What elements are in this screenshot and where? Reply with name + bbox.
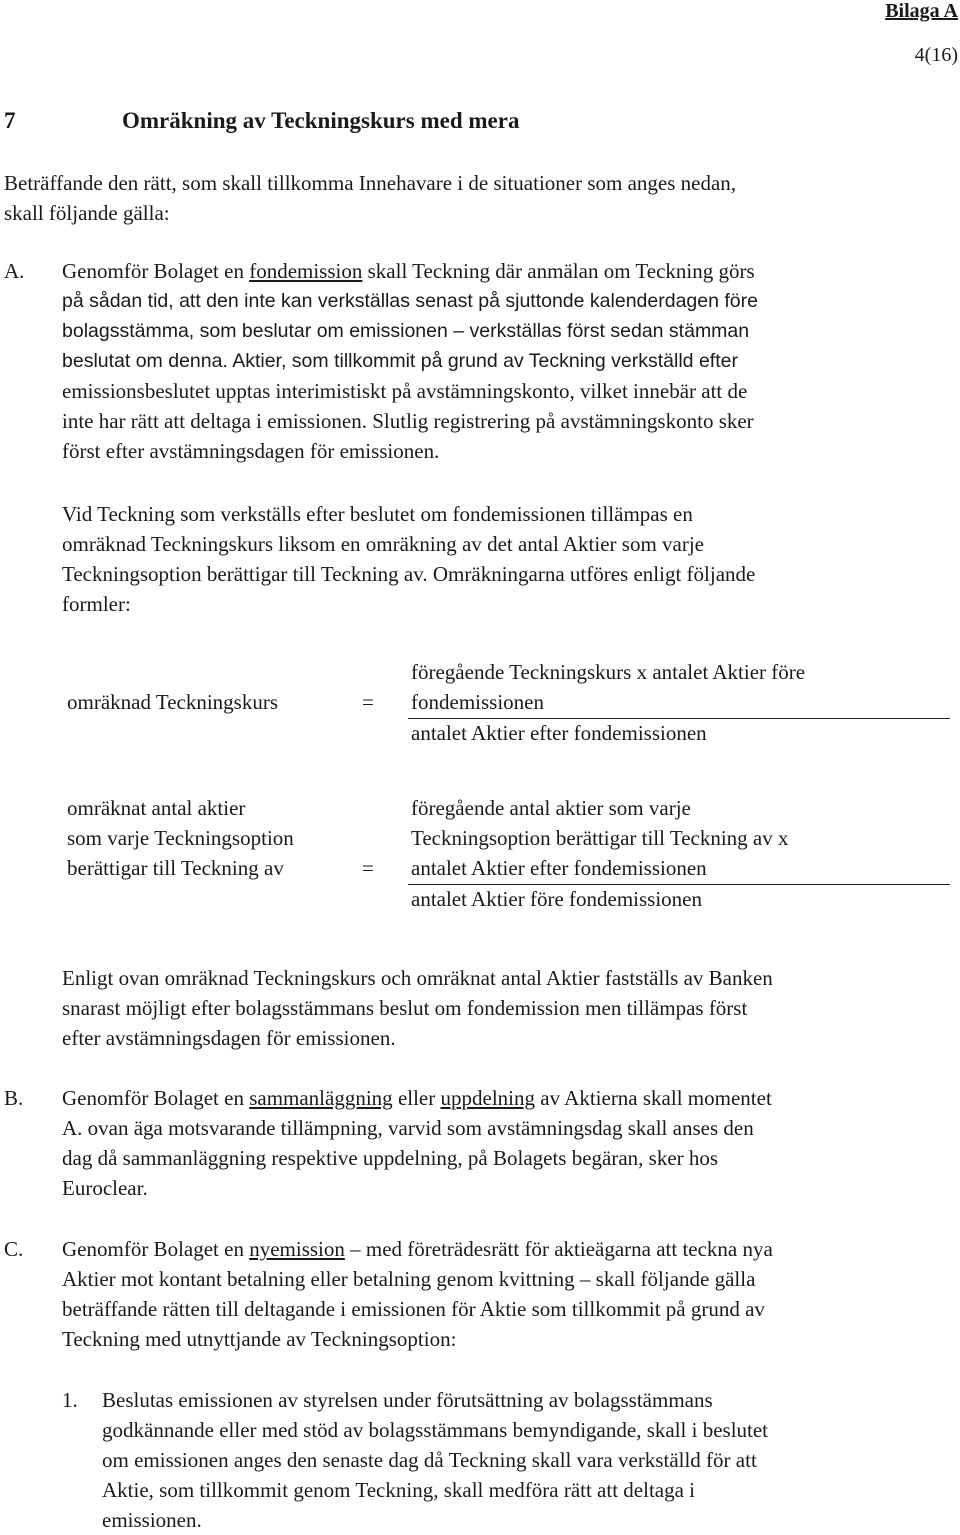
uppdelning-term: uppdelning: [440, 1086, 535, 1110]
text-fragment: Genomför Bolaget en: [62, 1237, 250, 1261]
subitem-1-marker: 1.: [62, 1388, 78, 1412]
item-c-line: Teckning med utnyttjande av Teckningsoption:: [62, 1327, 457, 1351]
item-c-marker: C.: [4, 1237, 24, 1261]
item-a-line: formler:: [62, 592, 131, 616]
subitem-line: emissionen.: [102, 1508, 202, 1532]
section-number: 7: [4, 108, 16, 133]
item-b-line: [62, 1083, 956, 1113]
text-fragment: skall Teckning där anmälan om Teckning görs: [362, 259, 755, 283]
item-a-line: [62, 256, 956, 286]
formula-1-numerator: föregående Teckningskurs x antalet Aktier före: [411, 660, 806, 684]
item-a-line: efter avstämningsdagen för emissionen.: [62, 1026, 396, 1050]
item-c-line: [62, 1234, 956, 1264]
item-b-paragraph: [62, 1083, 956, 1203]
item-a-line: inte har rätt att deltaga i emissionen. Slutlig registrering på avstämningskonto sker: [62, 409, 754, 433]
nyemission-term: nyemission: [249, 1237, 345, 1261]
text-fragment: – med företrädesrätt för aktieägarna att teckna nya: [344, 1237, 773, 1261]
item-a-line: Enligt ovan omräknad Teckningskurs och omräknat antal Aktier fastställs av Banken: [62, 966, 773, 990]
item-b-line: dag då sammanläggning respektive uppdelning, på Bolagets begäran, sker hos: [62, 1146, 719, 1170]
section-title: Omräkning av Teckningskurs med mera: [122, 108, 520, 133]
formula-2-numerator: Teckningsoption berättigar till Teckning av x: [411, 826, 789, 850]
item-a-line: bolagsstämma, som beslutar om emissionen – verkställas först sedan stämman: [62, 320, 750, 342]
page-number: 4(16): [914, 44, 958, 66]
formula-1-lhs: omräknad Teckningskurs: [67, 690, 279, 714]
fondemission-term: fondemission: [249, 259, 363, 283]
formula-2-lhs: berättigar till Teckning av: [67, 856, 284, 880]
subitem-line: godkännande eller med stöd av bolagsstämmans bemyndigande, skall i beslutet: [102, 1418, 769, 1442]
formula-2-denominator: antalet Aktier före fondemissionen: [411, 887, 702, 911]
fraction-bar: [408, 884, 950, 885]
section-heading: [4, 108, 519, 134]
formula-2-lhs: som varje Teckningsoption: [67, 826, 294, 850]
formula-2-numerator: antalet Aktier efter fondemissionen: [411, 856, 707, 880]
item-c-line: beträffande rätten till deltagande i emissionen för Aktie som tillkommit på grund av: [62, 1297, 765, 1321]
subitem-line: Aktie, som tillkommit genom Teckning, skall medföra rätt att deltaga i: [102, 1478, 696, 1502]
item-a-line: först efter avstämningsdagen för emissionen.: [62, 439, 440, 463]
item-a-paragraph-2: [62, 499, 956, 619]
intro-line: Beträffande den rätt, som skall tillkomma Innehavare i de situationer som anges nedan,: [4, 171, 737, 195]
item-a-line: på sådan tid, att den inte kan verkställas senast på sjuttonde kalenderdagen före: [62, 290, 758, 312]
item-b-line: Euroclear.: [62, 1176, 148, 1200]
appendix-label: Bilaga A: [885, 0, 958, 22]
item-a-line: omräknad Teckningskurs liksom en omräkning av det antal Aktier som varje: [62, 532, 704, 556]
item-b-line: A. ovan äga motsvarande tillämpning, varvid som avstämningsdag skall anses den: [62, 1116, 754, 1140]
formula-1-denominator: antalet Aktier efter fondemissionen: [411, 721, 707, 745]
formula-1-equals: =: [362, 690, 374, 714]
text-fragment: eller: [392, 1086, 441, 1110]
text-fragment: av Aktierna skall momentet: [535, 1086, 772, 1110]
item-a-line: Teckningsoption berättigar till Teckning av. Omräkningarna utföres enligt följande: [62, 562, 756, 586]
formula-2-lhs: omräknat antal aktier: [67, 796, 246, 820]
text-fragment: Genomför Bolaget en: [62, 259, 250, 283]
intro-paragraph: [4, 168, 954, 228]
item-a-paragraph-1: [62, 256, 956, 466]
item-a-line: emissionsbeslutet upptas interimistiskt på avstämningskonto, vilket innebär att de: [62, 379, 748, 403]
subitem-line: om emissionen anges den senaste dag då Teckning skall vara verkställd för att: [102, 1448, 757, 1472]
subitem-1-paragraph: [102, 1385, 958, 1535]
formula-2-numerator: föregående antal aktier som varje: [411, 796, 691, 820]
item-c-line: Aktier mot kontant betalning eller betalning genom kvittning – skall följande gälla: [62, 1267, 756, 1291]
item-a-paragraph-3: [62, 963, 956, 1053]
sammanlaggning-term: sammanläggning: [249, 1086, 393, 1110]
item-a-line: Vid Teckning som verkställs efter beslutet om fondemissionen tillämpas en: [62, 502, 693, 526]
item-b-marker: B.: [4, 1086, 24, 1110]
item-c-paragraph: [62, 1234, 956, 1354]
intro-line: skall följande gälla:: [4, 201, 170, 225]
item-a-marker: A.: [4, 259, 25, 283]
formula-2-equals: =: [362, 856, 374, 880]
text-fragment: Genomför Bolaget en: [62, 1086, 250, 1110]
formula-1-numerator: fondemissionen: [411, 690, 544, 714]
fraction-bar: [408, 718, 950, 719]
item-a-line: beslutat om denna. Aktier, som tillkommit på grund av Teckning verkställd efter: [62, 350, 738, 372]
subitem-line: Beslutas emissionen av styrelsen under förutsättning av bolagsstämmans: [102, 1388, 713, 1412]
item-a-line: snarast möjligt efter bolagsstämmans beslut om fondemission men tillämpas först: [62, 996, 748, 1020]
